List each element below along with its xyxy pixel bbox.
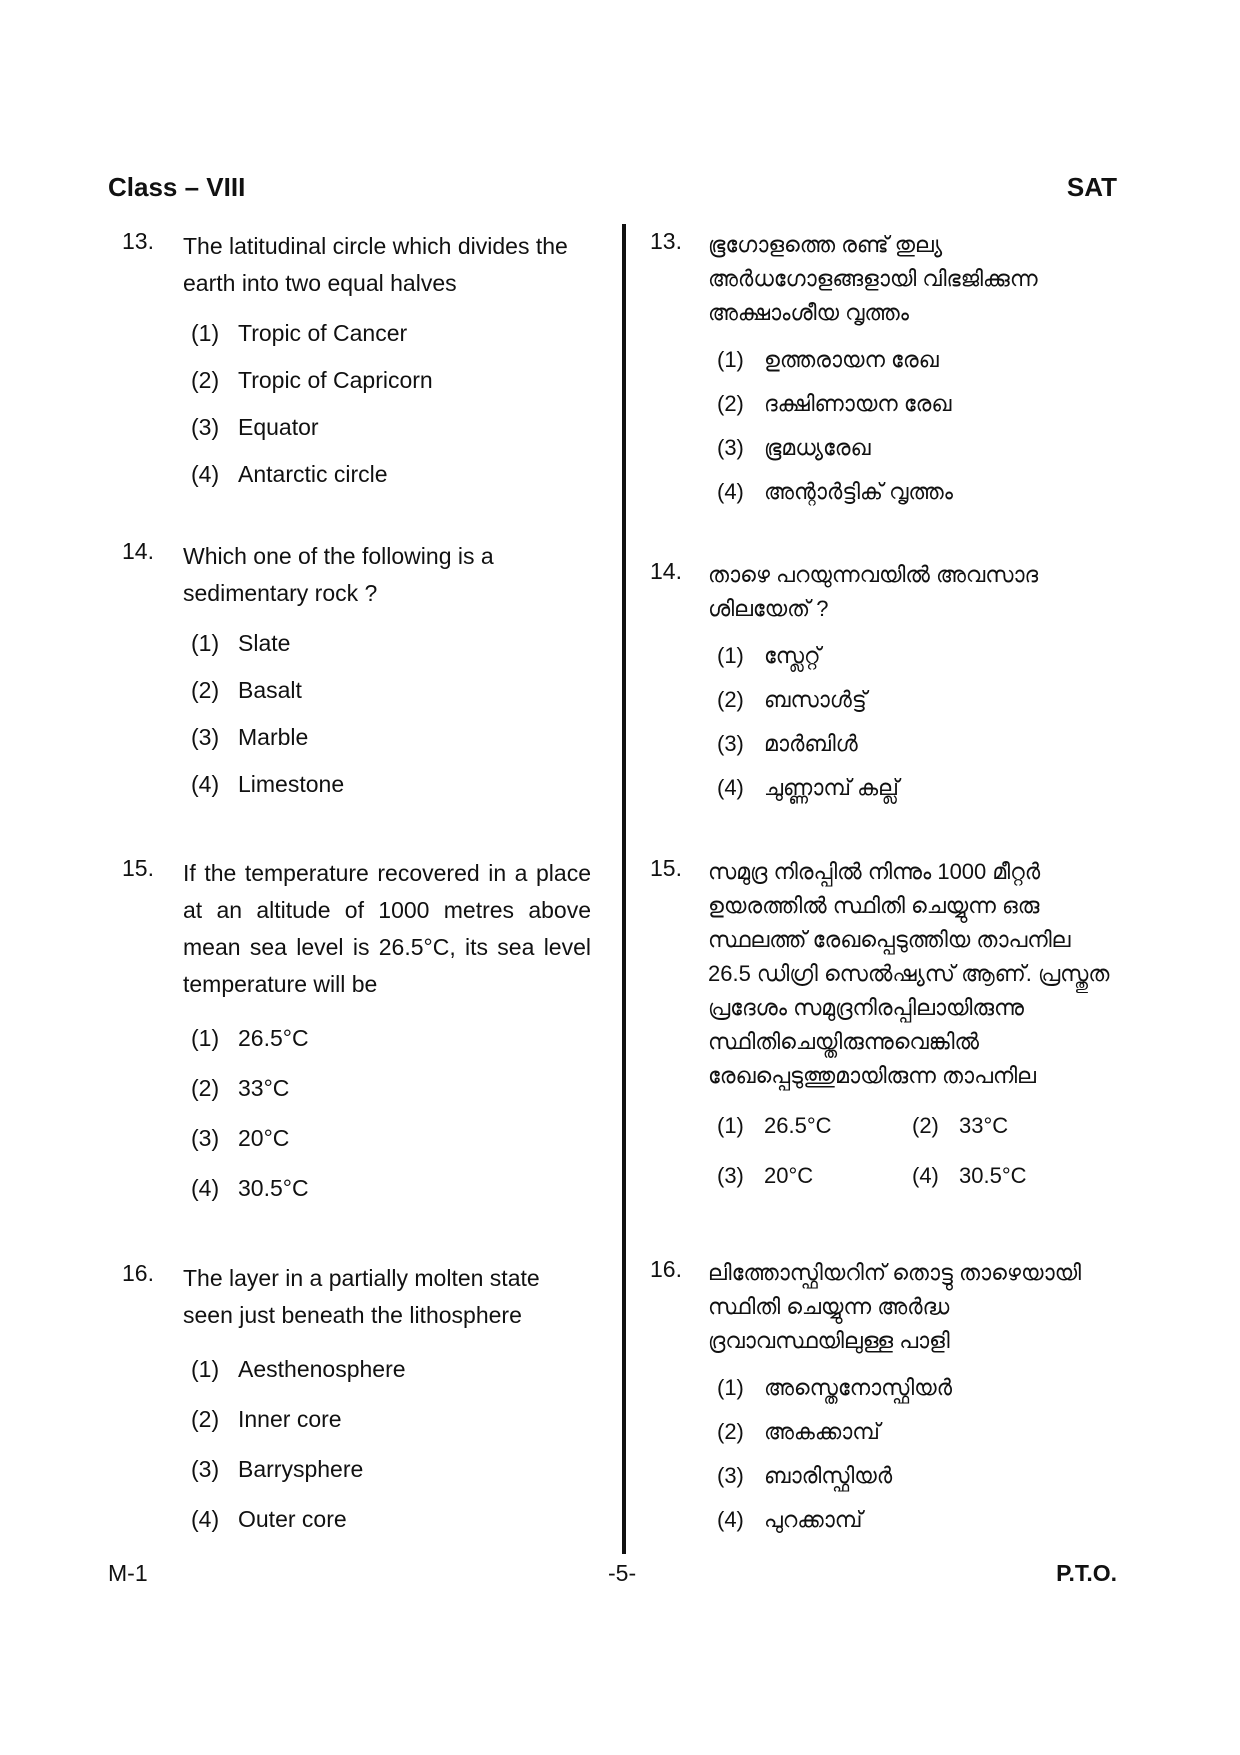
option-text: Equator xyxy=(238,414,319,440)
option-number: (2) xyxy=(717,391,744,416)
option-text: Barrysphere xyxy=(238,1455,364,1482)
page-number: -5- xyxy=(608,1560,637,1586)
question-number: 15. xyxy=(650,855,682,881)
option-text: Tropic of Cancer xyxy=(238,320,408,346)
option-3 xyxy=(191,1444,592,1494)
option-text: Marble xyxy=(238,724,309,750)
question-13-ml xyxy=(650,228,1120,514)
option-number: (4) xyxy=(717,775,744,800)
option-3 xyxy=(191,1113,592,1163)
option-number: (1) xyxy=(191,320,220,346)
question-text: The latitudinal circle which divides the earth into two equal halves xyxy=(183,233,568,296)
question-15-en xyxy=(122,855,592,1213)
option-text: അന്റാർട്ടിക് വൃത്തം xyxy=(764,479,953,504)
option-text: 33°C xyxy=(959,1113,1009,1138)
question-text: The layer in a partially molten state seen just beneath the lithosphere xyxy=(183,1265,540,1328)
option-text: Aesthenosphere xyxy=(238,1355,406,1382)
question-number: 16. xyxy=(650,1256,682,1282)
option-2 xyxy=(191,667,592,714)
option-number: (4) xyxy=(191,1505,220,1532)
option-1 xyxy=(717,1101,912,1151)
question-text: ഭൂഗോളത്തെ രണ്ട് തുല്യ അർധഗോളങ്ങളായി വിഭജിക്കുന്ന അക്ഷാംശീയ വൃത്തം xyxy=(708,232,1038,325)
option-number: (3) xyxy=(717,435,744,460)
exam-label: SAT xyxy=(1066,172,1117,202)
option-number: (4) xyxy=(191,771,220,797)
question-16-en xyxy=(122,1260,592,1544)
option-text: 30.5°C xyxy=(238,1174,309,1201)
question-text: സമുദ്ര നിരപ്പിൽ നിന്നും 1000 മീറ്റർ ഉയരത്തിൽ സ്ഥിതി ചെയ്യുന്ന ഒരു സ്ഥലത്ത് രേഖപ്പെടുത്തിയ താപനില 26.5 ഡിഗ്രി സെൽഷ്യസ് ആണ്. പ്രസ്തുത പ്രദേശം സമുദ്രനിരപ്പിലായിരുന്നു സ്ഥിതിചെയ്തിരുന്നുവെങ്കിൽ രേഖപ്പെടുത്തുമായിരുന്ന താപനില xyxy=(708,859,1110,1088)
option-text: Slate xyxy=(238,630,291,656)
option-number: (3) xyxy=(191,1124,220,1151)
option-number: (2) xyxy=(191,1074,220,1101)
option-number: (3) xyxy=(191,414,220,440)
option-2 xyxy=(717,678,1120,722)
question-14-en xyxy=(122,538,592,808)
option-number: (1) xyxy=(717,1113,744,1138)
option-text: 20°C xyxy=(764,1163,814,1188)
option-text: പുറക്കാമ്പ് xyxy=(764,1507,863,1532)
option-number: (3) xyxy=(717,1163,744,1188)
option-text: ബസാൾട്ട് xyxy=(764,687,867,712)
option-2 xyxy=(717,382,1120,426)
option-text: Outer core xyxy=(238,1505,347,1532)
option-text: 26.5°C xyxy=(764,1113,832,1138)
option-2 xyxy=(912,1101,1107,1151)
option-number: (1) xyxy=(717,643,744,668)
option-number: (1) xyxy=(191,1355,220,1382)
option-text: Limestone xyxy=(238,771,345,797)
option-number: (2) xyxy=(912,1113,939,1138)
paper-code: M-1 xyxy=(108,1560,148,1586)
question-text: ലിത്തോസ്ഫിയറിന് തൊട്ടു താഴെയായി സ്ഥിതി ചെയ്യുന്ന അർദ്ധ ദ്രവാവസ്ഥയിലുള്ള പാളി xyxy=(708,1260,1081,1353)
option-3 xyxy=(717,1454,1120,1498)
option-number: (2) xyxy=(191,367,220,393)
option-1 xyxy=(191,310,592,357)
option-number: (2) xyxy=(191,677,220,703)
option-1 xyxy=(191,1344,592,1394)
option-number: (2) xyxy=(191,1405,220,1432)
option-number: (2) xyxy=(717,1419,744,1444)
option-4 xyxy=(717,1498,1120,1542)
option-text: അസ്തെനോസ്ഫിയർ xyxy=(764,1375,953,1400)
option-3 xyxy=(717,1151,912,1201)
question-text: If the temperature recovered in a place at an altitude of 1000 metres above mean sea level is 26.5°C, its sea level temperature will be xyxy=(183,860,591,997)
column-divider xyxy=(622,224,626,1554)
option-2 xyxy=(191,357,592,404)
option-4 xyxy=(717,470,1120,514)
option-4 xyxy=(912,1151,1107,1201)
pto-label: P.T.O. xyxy=(1056,1560,1117,1586)
option-1 xyxy=(191,1013,592,1063)
question-number: 14. xyxy=(650,558,682,584)
option-3 xyxy=(191,404,592,451)
option-text: Antarctic circle xyxy=(238,461,388,487)
option-number: (4) xyxy=(191,1174,220,1201)
option-number: (2) xyxy=(717,687,744,712)
option-text: ചുണ്ണാമ്പ് കല്ല് xyxy=(764,775,899,800)
option-number: (3) xyxy=(717,1463,744,1488)
option-text: Inner core xyxy=(238,1405,342,1432)
question-14-ml xyxy=(650,558,1120,810)
option-1 xyxy=(191,620,592,667)
option-3 xyxy=(191,714,592,761)
option-text: ബാരിസ്ഫിയർ xyxy=(764,1463,893,1488)
question-number: 13. xyxy=(122,228,154,254)
class-label: Class – VIII xyxy=(108,172,246,202)
option-number: (4) xyxy=(717,1507,744,1532)
option-4 xyxy=(717,766,1120,810)
option-number: (1) xyxy=(191,1024,220,1051)
option-text: Basalt xyxy=(238,677,302,703)
option-2 xyxy=(717,1410,1120,1454)
question-text: താഴെ പറയുന്നവയിൽ അവസാദ ശിലയേത് ? xyxy=(708,562,1039,621)
option-text: ഭൂമധ്യരേഖ xyxy=(764,435,871,460)
option-number: (4) xyxy=(717,479,744,504)
option-number: (1) xyxy=(717,1375,744,1400)
question-number: 15. xyxy=(122,855,154,881)
question-number: 13. xyxy=(650,228,682,254)
option-2 xyxy=(191,1063,592,1113)
question-number: 14. xyxy=(122,538,154,564)
option-3 xyxy=(717,426,1120,470)
option-number: (3) xyxy=(191,724,220,750)
option-text: 26.5°C xyxy=(238,1024,309,1051)
option-text: അകക്കാമ്പ് xyxy=(764,1419,880,1444)
option-2 xyxy=(191,1394,592,1444)
option-number: (3) xyxy=(191,1455,220,1482)
option-1 xyxy=(717,1366,1120,1410)
option-4 xyxy=(191,761,592,808)
option-4 xyxy=(191,451,592,498)
option-number: (1) xyxy=(191,630,220,656)
question-16-ml xyxy=(650,1256,1120,1542)
option-number: (1) xyxy=(717,347,744,372)
option-text: ഉത്തരായന രേഖ xyxy=(764,347,939,372)
option-1 xyxy=(717,634,1120,678)
option-text: Tropic of Capricorn xyxy=(238,367,433,393)
option-4 xyxy=(191,1163,592,1213)
question-15-ml xyxy=(650,855,1120,1201)
option-1 xyxy=(717,338,1120,382)
option-number: (4) xyxy=(191,461,220,487)
option-number: (4) xyxy=(912,1163,939,1188)
question-number: 16. xyxy=(122,1260,154,1286)
option-text: ദക്ഷിണായന രേഖ xyxy=(764,391,952,416)
option-4 xyxy=(191,1494,592,1544)
option-text: സ്ലേറ്റ് xyxy=(764,643,821,668)
option-text: 30.5°C xyxy=(959,1163,1027,1188)
option-text: മാർബിൾ xyxy=(764,731,858,756)
question-text: Which one of the following is a sedimentary rock ? xyxy=(183,543,494,606)
option-text: 33°C xyxy=(238,1074,290,1101)
option-text: 20°C xyxy=(238,1124,290,1151)
option-3 xyxy=(717,722,1120,766)
option-number: (3) xyxy=(717,731,744,756)
question-13-en xyxy=(122,228,592,498)
